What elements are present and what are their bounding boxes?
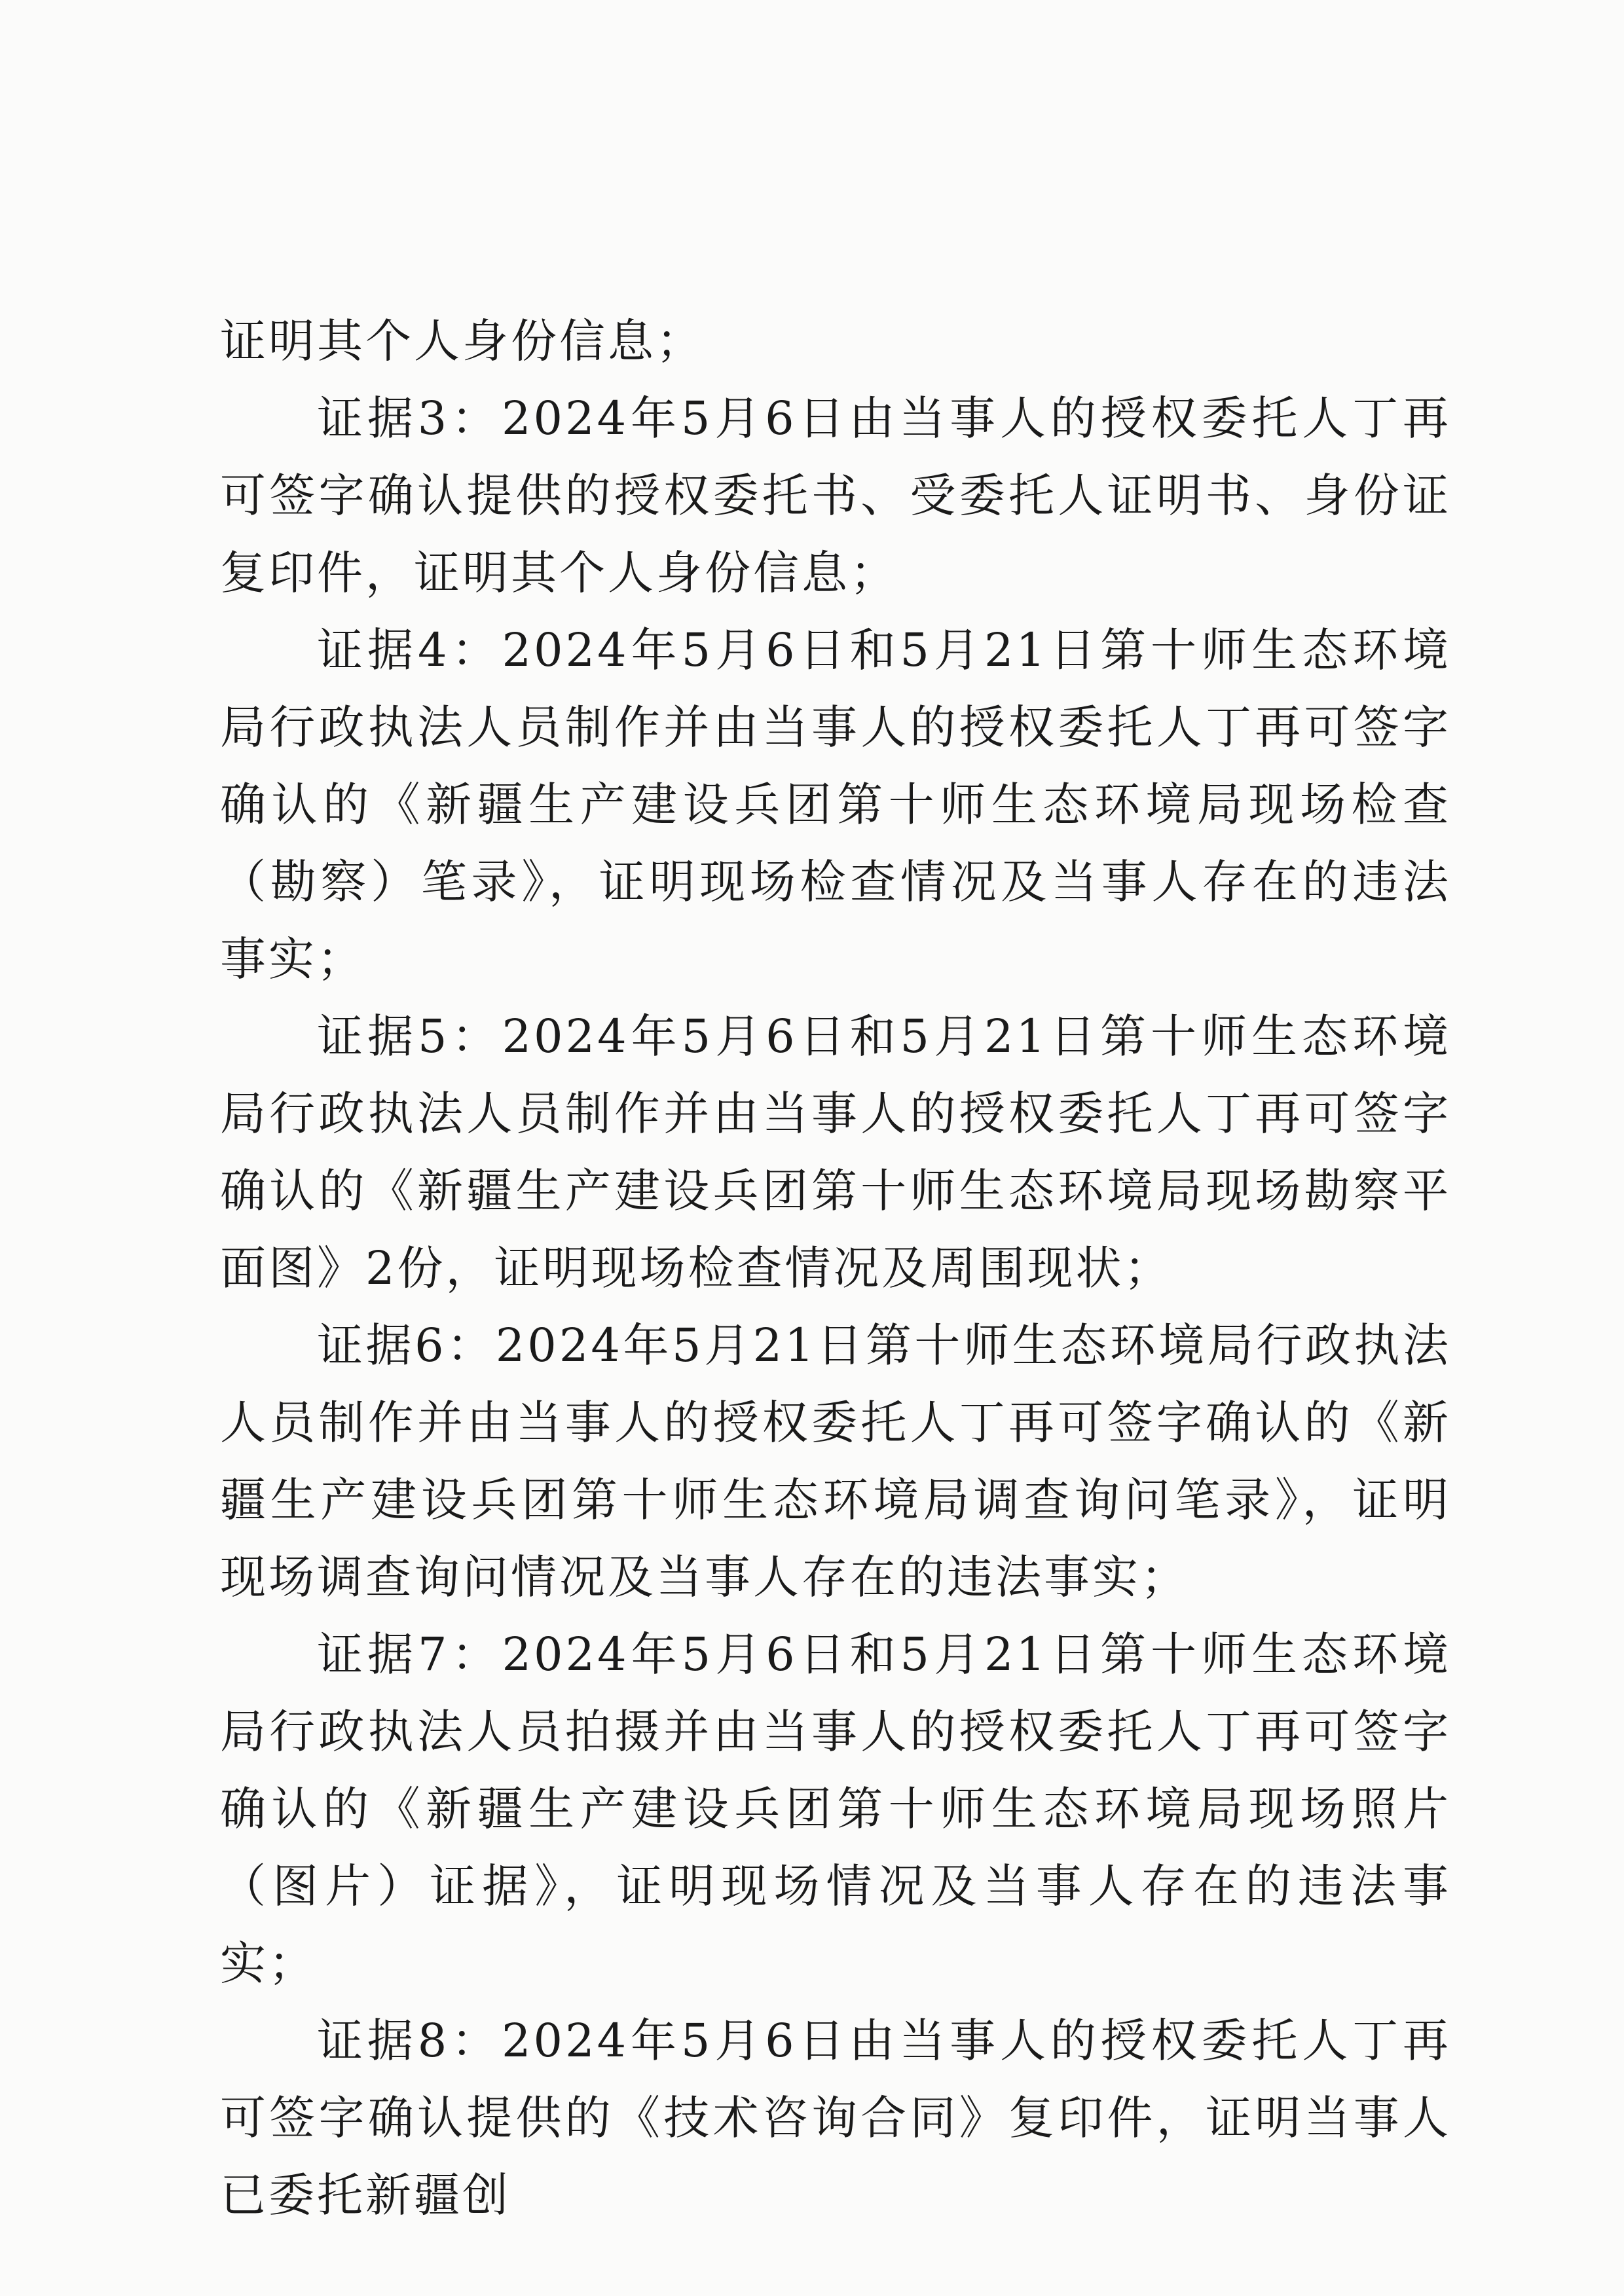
paragraph-evidence-5: 证据5：2024年5月6日和5月21日第十师生态环境局行政执法人员制作并由当事人的授权委托人丁再可签字确认的《新疆生产建设兵团第十师生态环境局现场勘察平面图》2份，证明现场检查情况及周围现状；: [220, 1010, 1451, 1295]
paragraph-evidence-6: 证据6：2024年5月21日第十师生态环境局行政执法人员制作并由当事人的授权委托人丁再可签字确认的《新疆生产建设兵团第十师生态环境局调查询问笔录》，证明现场调查询问情况及当事人存在的违法事实；: [220, 1319, 1451, 1604]
paragraph-evidence-4: 证据4：2024年5月6日和5月21日第十师生态环境局行政执法人员制作并由当事人的授权委托人丁再可签字确认的《新疆生产建设兵团第十师生态环境局现场检查（勘察）笔录》，证明现场检查情况及当事人存在的违法事实；: [220, 623, 1451, 986]
document-body: [220, 302, 1451, 2234]
paragraph-evidence-8: 证据8：2024年5月6日由当事人的授权委托人丁再可签字确认提供的《技术咨询合同》复印件，证明当事人已委托新疆创: [220, 2014, 1451, 2222]
paragraph-evidence-3: 证据3：2024年5月6日由当事人的授权委托人丁再可签字确认提供的授权委托书、受委托人证明书、身份证复印件，证明其个人身份信息；: [220, 392, 1451, 600]
paragraph-evidence-7: 证据7：2024年5月6日和5月21日第十师生态环境局行政执法人员拍摄并由当事人的授权委托人丁再可签字确认的《新疆生产建设兵团第十师生态环境局现场照片（图片）证据》，证明现场情况及当事人存在的违法事实；: [220, 1628, 1451, 1990]
paragraph-continuation: 证明其个人身份信息；: [220, 314, 705, 368]
